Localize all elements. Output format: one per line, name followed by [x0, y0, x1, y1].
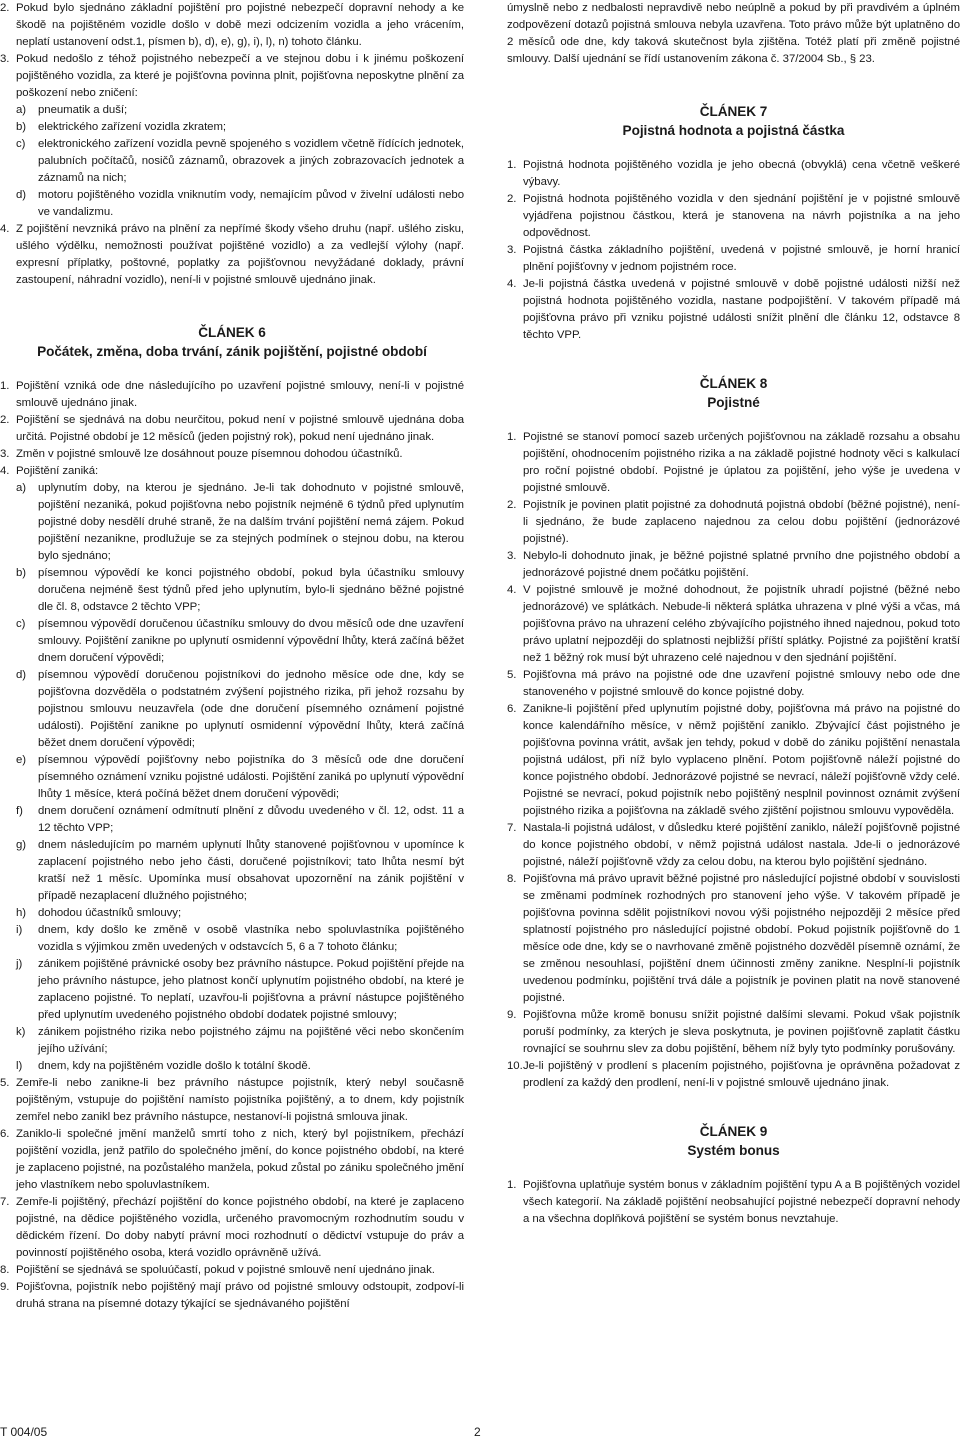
item-number: 5. [507, 669, 517, 681]
numbered-paragraph [0, 0, 464, 51]
item-text: dohodou účastníků smlouvy; [38, 907, 182, 919]
item-number: 2. [507, 499, 517, 511]
numbered-paragraph [0, 1194, 464, 1262]
item-text: zánikem pojistného rizika nebo pojistného zájmu na pojištěné věci nebo skončením jejího užívání; [38, 1026, 464, 1055]
article6-items-continued [0, 1075, 464, 1313]
item-number: 8. [507, 873, 517, 885]
item-text: Zemře-li pojištěný, přechází pojištění do konce pojistného období, na které je zaplaceno pojistné, na dědice pojištěného vozidla, určeného pravomocným rozhodnutím soudu v dědickém řízení. Do doby nabytí právní moci rozhodnutí o dědictví vstupuje do práv a povinností pojištěného osoba, která vozidlo oprávněně užívá. [16, 1196, 464, 1259]
item-text: Je-li pojistná částka uvedená v pojistné smlouvě v době pojistné události nižší než pojistná hodnota pojištěného vozidla, nastane podpojištění. V takovém případě má pojišťovna právo při vzniku pojistné události snížit plnění dle článku 12, odstavce 8 těchto VPP. [523, 278, 960, 341]
item-number: 1. [507, 159, 517, 171]
item-text: Pojistník je povinen platit pojistné za dohodnutá pojistná období (běžné pojistné), není-li sjednáno, že bude zaplaceno najednou za celou dobu pojištění (jednorázové pojistné). [523, 499, 960, 545]
item-number: 5. [0, 1077, 10, 1089]
item-number: d) [16, 669, 27, 681]
item-text: Nastala-li pojistná událost, v důsledku které pojištění zaniklo, náleží pojišťovně pojistné do konce pojistného období, v němž pojistná událost nastala. Jde-li o jednorázové pojistné, náleží pojišťovně vždy za celou dobu, na kterou bylo pojištění sjednáno. [523, 822, 960, 868]
item-number: i) [16, 924, 23, 936]
article5-item-4: 4. Z pojištění nevzniká právo na plnění za nepřímé škody všeho druhu (např. ušlého zisku, ušlého výdělku, nemožnosti používat pojištěné vozidlo) a za vedlejší výlohy (např. expresní příplatky, poštovné, poplatky za pojišťovnou nevyžádané doklady, právní zastoupení, náhradní vozidlo), není-li v pojistné smlouvě ujednáno jinak. [0, 223, 464, 286]
lettered-subitem [0, 616, 464, 667]
item-text: Změn v pojistné smlouvě lze dosáhnout pouze písemnou dohodou účastníků. [16, 448, 403, 460]
item-number: e) [16, 754, 27, 766]
item-number: l) [16, 1060, 23, 1072]
item-text: Zemře-li nebo zanikne-li bez právního nástupce pojistník, který nebyl současně pojištěným, vstupuje do pojištění namísto pojistníka pojištěný, a to dnem, kdy pojistník zemřel nebo zanikl bez právního nástupce, nestanoví-li pojistná smlouva jinak. [16, 1077, 464, 1123]
article9-subtitle: Systém bonus [687, 1143, 780, 1158]
item-number: h) [16, 907, 27, 919]
numbered-paragraph [507, 497, 960, 548]
item-text: Pojišťovna může kromě bonusu snížit pojistné dalšími slevami. Pokud však pojistník poruší podmínky, za kterých je sleva poskytnuta, je povinen pojišťovně zaplatit částku rovnající se souhrnu slev za dobu pojištění, během níž byly tyto podmínky porušovány. [523, 1009, 960, 1055]
item-number: 8. [0, 1264, 10, 1276]
lettered-subitem [0, 1024, 464, 1058]
article7-subtitle: Pojistná hodnota a pojistná částka [622, 123, 845, 138]
item-text: pneumatik a duší; [38, 104, 128, 116]
article6-title: ČLÁNEK 6 [198, 325, 266, 340]
item-number: c) [16, 618, 26, 630]
item-text: Zaniklo-li společné jmění manželů smrtí toho z nich, který byl pojistníkem, přechází pojištění vozidla, jenž patřilo do společného jmění, do konce pojistného období, na které je zaplaceno pojistné, na pozůstalého manžela, pokud zůstal po zániku společného jmění jeho vlastníkem nebo spoluvlastníkem. [16, 1128, 464, 1191]
item-text: Pokud bylo sjednáno základní pojištění pro pojistné nebezpečí dopravní nehody a ke škodě na pojištěném vozidle došlo v době mezi odcizením vozidla a jeho vrácením, neplatí ustanovení odst.1, písmen b), d), e), g), i), l), n) tohoto článku. [16, 2, 464, 48]
item-number: 9. [507, 1009, 517, 1021]
item-number: 7. [507, 822, 517, 834]
article8-title: ČLÁNEK 8 [699, 376, 768, 391]
numbered-paragraph [507, 276, 960, 344]
numbered-paragraph [507, 871, 960, 1007]
item-text: písemnou výpovědí doručenou účastníku smlouvy do dvou měsíců ode dne uzavření smlouvy. Pojištění zanikne po uplynutí osmidenní výpovědní lhůty, která začíná běžet dnem doručení výpovědi; [38, 618, 464, 664]
article9-items [507, 1177, 960, 1228]
item-text: Pojistná hodnota pojištěného vozidla v den sjednání pojištění je v pojistné smlouvě vyjádřena pojistnou částkou, která je stanovena na návrh pojistníka a na jeho odpovědnost. [523, 193, 960, 239]
item-text: motoru pojištěného vozidla vniknutím vody, nemajícím původ v živelní události nebo ve vandalizmu. [38, 189, 464, 218]
item-text: elektrického zařízení vozidla zkratem; [38, 121, 227, 133]
item-number: c) [16, 138, 26, 150]
item-number: 3. [0, 448, 10, 460]
item-number: 3. [507, 244, 517, 256]
item-number: 9. [0, 1281, 10, 1293]
item-text: Je-li pojištěný v prodlení s placením pojistného, pojišťovna je oprávněna požadovat z prodlení za každý den prodlení, není-li v pojistné smlouvě ujednáno jinak. [523, 1060, 960, 1089]
item-number: 6. [0, 1128, 10, 1140]
item-number: 2. [0, 2, 10, 14]
item-number: 10. [507, 1060, 523, 1072]
item-text: Pojistná hodnota pojištěného vozidla je jeho obecná (obvyklá) cena včetně veškeré výbavy. [523, 159, 960, 188]
lettered-subitem [0, 1058, 464, 1075]
item-text: písemnou výpovědí pojišťovny nebo pojistníka do 3 měsíců ode dne doručení písemného oznámení vzniku pojistné události. Pojištění zaniká po uplynutí výpovědní lhůty 1 měsíce, která počíná běžet dnem doručení výpovědi; [38, 754, 464, 800]
article6-continuation: úmyslně nebo z nedbalosti nepravdivě nebo neúplně a pokud by při pravdivém a úplném zodpovězení dotazů pojistná smlouva nebyla uzavřena. Toto právo může být uplatněno do 2 měsíců ode dne, kdy taková skutečnost byla zjištěna. Totéž platí při změně pojistné smlouvy. Další ujednání se řídí ustanovením zákona č. 37/2004 Sb., § 23. [507, 2, 960, 65]
lettered-subitem [0, 102, 464, 119]
item-text: Pojišťovna, pojistník nebo pojištěný mají právo od pojistné smlouvy odstoupit, zodpoví-li druhá strana na písemné dotazy týkající se sjednávaného pojištění [16, 1281, 464, 1310]
lettered-subitem [0, 187, 464, 221]
article5-continuation [0, 0, 464, 102]
item-text: Pojistné se stanoví pomocí sazeb určených pojišťovnou na základě rozsahu a obsahu pojištění, ohodnocením pojistného rizika a na základě pojistné hodnoty věci s kalkulací pro roční pojistné období. Pojistné je úplatou za pojištění, jeho výše je uvedena v pojistné smlouvě. [523, 431, 960, 494]
lettered-subitem [0, 667, 464, 752]
item-text: Pojišťovna má právo upravit běžné pojistné pro následující pojistné období v souvislosti se změnami podmínek rozhodných pro stanovení jeho výše. V takovém případě je pojišťovna povinna sdělit pojistníkovi novou výši pojistného nejpozději 2 měsíce před splatností pojistného pro následující pojistné období. Pokud pojistník pojišťovně do 1 měsíce ode dne, kdy se o navrhované změně pojistného dozvěděl písemně oznámí, že se změnou nesouhlasí, pojištění dnem účinnosti změny zanikne. Nesplní-li pojistník uvedenou podmínku, pojištění trvá dále a pojistník je povinen platit na nově stanovené pojistné. [523, 873, 960, 1004]
item-text: Pojistná částka základního pojištění, uvedená v pojistné smlouvě, je horní hranicí plnění pojišťovny v jednom pojistném roce. [523, 244, 960, 273]
item-number: 4. [507, 278, 517, 290]
item-text: zánikem pojištěné právnické osoby bez právního nástupce. Pokud pojištění přejde na jeho právního nástupce, jeho platnost končí uplynutím pojistného období, na které je zaplaceno pojistné. To neplatí, uzavřou-li pojišťovna a právní nástupce pojištěného před uplynutím uvedeného pojistného období dodatek pojistné smlouvy; [38, 958, 464, 1021]
lettered-subitem [0, 480, 464, 565]
numbered-paragraph [0, 1075, 464, 1126]
numbered-paragraph [0, 446, 464, 463]
numbered-paragraph [507, 191, 960, 242]
numbered-paragraph [507, 1177, 960, 1228]
numbered-paragraph [507, 582, 960, 667]
page-number: 2 [474, 1425, 481, 1439]
numbered-paragraph [507, 1058, 960, 1092]
item-text: Nebylo-li dohodnuto jinak, je běžné pojistné splatné prvního dne pojistného období a jednorázové pojistné dnem počátku pojištění. [523, 550, 960, 579]
article6-subtitle: Počátek, změna, doba trvání, zánik pojištění, pojistné období [37, 344, 427, 359]
item-number: 7. [0, 1196, 10, 1208]
numbered-paragraph [507, 667, 960, 701]
numbered-paragraph [0, 378, 464, 412]
article6-items [0, 378, 464, 480]
left-column [0, 0, 464, 1313]
numbered-paragraph [507, 1007, 960, 1058]
lettered-subitem [0, 803, 464, 837]
item-number: b) [16, 567, 27, 579]
item-text: dnem doručení oznámení odmítnutí plnění z důvodu uvedeného v čl. 12, odst. 11 a 12 těchto VPP; [38, 805, 464, 834]
item-text: dnem následujícím po marném uplynutí lhůty stanovené pojišťovnou v upomínce k zaplacení pojistného nebo jeho části, doručené pojistníkovi; tato lhůta nesmí být kratší než 1 měsíc. Upomínka musí obsahovat upozornění na zánik pojištění v případě nezaplacení dlužného pojistného; [38, 839, 464, 902]
item-text: Pojištění zaniká: [16, 465, 99, 477]
numbered-paragraph [0, 463, 464, 480]
item-number: 1. [0, 380, 10, 392]
lettered-subitem [0, 565, 464, 616]
item-number: 3. [0, 53, 10, 65]
item-number: g) [16, 839, 27, 851]
lettered-subitem [0, 922, 464, 956]
lettered-subitem [0, 956, 464, 1024]
numbered-paragraph [507, 548, 960, 582]
article9-title: ČLÁNEK 9 [699, 1124, 768, 1139]
numbered-paragraph [507, 157, 960, 191]
item-number: 1. [507, 431, 517, 443]
item-text: Pojištění se sjednává se spoluúčastí, pokud v pojistné smlouvě není ujednáno jinak. [16, 1264, 435, 1276]
numbered-paragraph [0, 1126, 464, 1194]
item-number: f) [16, 805, 23, 817]
numbered-paragraph [0, 1279, 464, 1313]
numbered-paragraph [507, 242, 960, 276]
numbered-paragraph [507, 701, 960, 820]
article8-subtitle: Pojistné [707, 395, 760, 410]
item-text: Pojištění se sjednává na dobu neurčitou, pokud není v pojistné smlouvě ujednána doba určitá. Pojistné období je 12 měsíců (jeden pojistný rok), pokud není ujednáno jinak. [16, 414, 464, 443]
item-text: V pojistné smlouvě je možné dohodnout, že pojistník uhradí pojistné (běžné nebo jednorázové) ve splátkách. Nebude-li některá splátka uhrazena v plné výši a včas, má pojišťovna právo na uhrazení celého zbývajícího pojistného ihned najednou, pokud toto právo uplatní nejpozději do splatnosti nejbližší příští splátky. Pojistné za pojištění kratší než 1 běžný rok musí být uhrazeno celé najednou v den sjednání pojištění. [523, 584, 960, 664]
document-code: T 004/05 [0, 1425, 48, 1439]
item-number: 2. [507, 193, 517, 205]
item-number: 2. [0, 414, 10, 426]
item-text: Pojištění vzniká ode dne následujícího po uzavření pojistné smlouvy, není-li v pojistné smlouvě ujednáno jinak. [16, 380, 464, 409]
numbered-paragraph [507, 429, 960, 497]
item-number: 1. [507, 1179, 517, 1191]
item-text: Pokud nedošlo z téhož pojistného nebezpečí a ve stejnou dobu i k jinému poškození pojištěného vozidla, za které je pojišťovna povinna plnit, pojišťovna neposkytne plnění za poškození nebo zničení: [16, 53, 464, 99]
item-text: Pojišťovna uplatňuje systém bonus v základním pojištění typu A a B pojištěných vozidel všech kategorií. Na základě pojištění neobsahující pojistné nebezpečí dopravní nehody a na všechna doplňková pojištění se systém bonus nevztahuje. [523, 1179, 960, 1225]
item-number: a) [16, 104, 27, 116]
lettered-subitem [0, 837, 464, 905]
item-number: a) [16, 482, 27, 494]
lettered-subitem [0, 752, 464, 803]
item-text: písemnou výpovědí doručenou pojistníkovi do jednoho měsíce ode dne, kdy se pojišťovna dozvěděla o podstatném zvýšení pojistného rizika, při jehož rozsahu by pojistnou smlouvu neuzavřela (ode dne doručení písemného oznámení pojistné události). Pojištění zanikne po uplynutí osmidenní výpovědní lhůty, která začíná běžet dnem doručení výpovědi; [38, 669, 464, 749]
article7-items [507, 157, 960, 344]
item-number: k) [16, 1026, 26, 1038]
item-text: Pojišťovna má právo na pojistné ode dne uzavření pojistné smlouvy nebo ode dne stanoveného v pojistné smlouvě do konce pojistné doby. [523, 669, 960, 698]
item-text: Zanikne-li pojištění před uplynutím pojistné doby, pojišťovna má právo na pojistné do konce kalendářního měsíce, v němž pojištění zaniklo. Zbývající část pojistného je pojišťovna povinna vrátit, avšak jen tehdy, pokud v době do zániku pojištění nenastala pojistná událost, při níž bylo vyplaceno plnění. Potom pojišťovně náleží pojistné do konce pojistného období. Jednorázové pojistné se nevrací, náleží pojišťovně vždy celé. Pojistné se nevrací, pokud pojistník nebo pojištěný nesplnil povinnost oznámit zvýšení pojistného rizika a pojišťovna na základě svého zjištění pojistnou smlouvu vypověděla. [523, 703, 960, 817]
article8-items [507, 429, 960, 1092]
item-number: 6. [507, 703, 517, 715]
item-text: elektronického zařízení vozidla pevně spojeného s vozidlem včetně řídících jednotek, palubních počítačů, nosičů záznamů, obrazovek a jiných zobrazovacích jednotek a záznamů na nich; [38, 138, 464, 184]
item-number: 4. [507, 584, 517, 596]
item-text: uplynutím doby, na kterou je sjednáno. Je-li tak dohodnuto v pojistné smlouvě, pojištění nezaniká, pokud pojišťovna nebo pojistník nejméně 6 týdnů před uplynutím pojistné doby nesdělí druhé straně, že na dalším trvání pojištění nemá zájem. Pokud pojištění nezanikne, prodlužuje se za stejných podmínek o stejnou dobu, na kterou bylo sjednáno; [38, 482, 464, 562]
numbered-paragraph [507, 820, 960, 871]
article7-title: ČLÁNEK 7 [699, 104, 768, 119]
numbered-paragraph [0, 412, 464, 446]
item-number: 3. [507, 550, 517, 562]
item-number: 4. [0, 465, 10, 477]
numbered-paragraph [0, 51, 464, 102]
item-text: dnem, kdy došlo ke změně v osobě vlastníka nebo spoluvlastníka pojištěného vozidla s výjimkou změn uvedených v odstavcích 5, 6 a 7 tohoto článku; [38, 924, 464, 953]
lettered-subitem [0, 136, 464, 187]
item-number: d) [16, 189, 27, 201]
item-text: dnem, kdy na pojištěném vozidle došlo k totální škodě. [38, 1060, 311, 1072]
lettered-subitem [0, 119, 464, 136]
article5-exclusions-list [0, 102, 464, 221]
article6-termination-list [0, 480, 464, 1075]
right-column [507, 0, 960, 1228]
lettered-subitem [0, 905, 464, 922]
numbered-paragraph [0, 1262, 464, 1279]
item-number: b) [16, 121, 27, 133]
item-text: písemnou výpovědí ke konci pojistného období, pokud byla účastníku smlouvy doručena nejméně šest týdnů před jeho uplynutím, bylo-li sjednáno běžné pojistné dle čl. 8, odstavce 2 těchto VPP; [38, 567, 464, 613]
item-number: j) [16, 958, 23, 970]
